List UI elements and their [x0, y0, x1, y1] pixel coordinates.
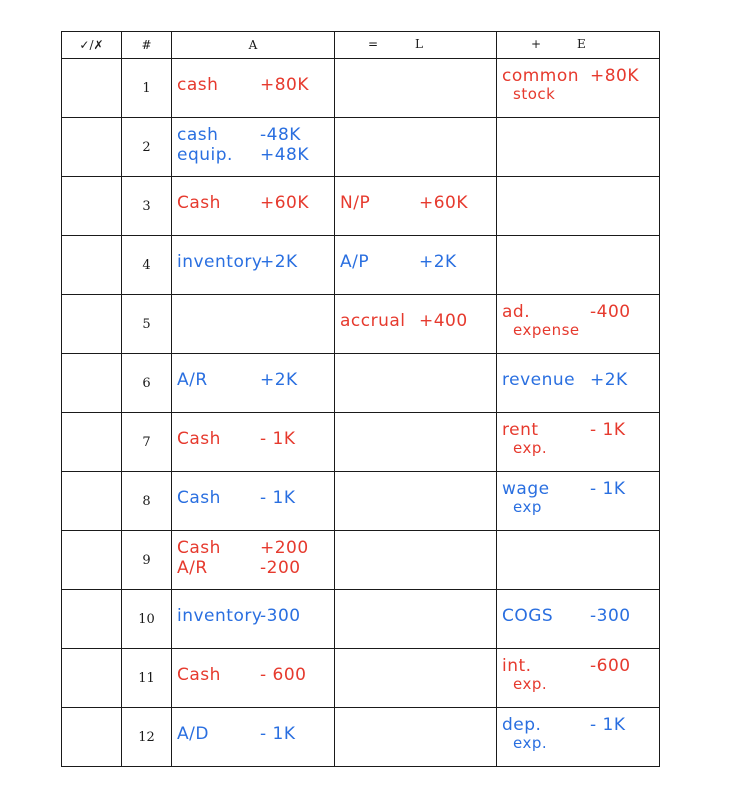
row-number: 8 — [122, 472, 172, 531]
assets-cell — [172, 59, 335, 118]
entry-account: Cash — [177, 488, 221, 508]
entry-amount: - 1K — [260, 724, 296, 744]
entry-amount: +2K — [260, 252, 298, 272]
table-row — [62, 649, 660, 708]
equity-cell — [497, 118, 660, 177]
check-cell — [62, 708, 122, 767]
entry-account: A/R — [177, 370, 208, 390]
equity-cell — [497, 531, 660, 590]
check-cell — [62, 236, 122, 295]
assets-cell — [172, 354, 335, 413]
table-row — [62, 590, 660, 649]
check-cell — [62, 118, 122, 177]
check-cell — [62, 649, 122, 708]
entry-account: N/P — [340, 193, 371, 213]
table-row — [62, 413, 660, 472]
entry-account: accrual — [340, 311, 406, 331]
equity-cell — [497, 708, 660, 767]
check-cell — [62, 59, 122, 118]
liabilities-cell — [335, 531, 497, 590]
entry-account: inventory — [177, 606, 263, 626]
check-cell — [62, 177, 122, 236]
entry-amount: -200 — [260, 558, 301, 578]
entry-amount: - 600 — [260, 665, 307, 685]
entry-account: inventory — [177, 252, 263, 272]
entry-account: exp. — [513, 675, 548, 693]
check-column-header: ✓/✗ — [62, 32, 122, 59]
entry-amount: +400 — [419, 311, 468, 331]
table-row — [62, 531, 660, 590]
check-cell — [62, 590, 122, 649]
entry-account: exp — [513, 498, 542, 516]
header-row — [62, 32, 660, 59]
entry-amount: - 1K — [590, 420, 626, 440]
entry-account: COGS — [502, 606, 554, 626]
entry-account: A/P — [340, 252, 370, 272]
liabilities-cell — [335, 236, 497, 295]
entry-amount: +2K — [590, 370, 628, 390]
check-cell — [62, 472, 122, 531]
row-number: 6 — [122, 354, 172, 413]
row-number: 5 — [122, 295, 172, 354]
accounting-equation-table — [61, 31, 660, 767]
entry-account: A/D — [177, 724, 209, 744]
liabilities-cell — [335, 354, 497, 413]
entry-amount: -48K — [260, 125, 301, 145]
entry-amount: +200 — [260, 538, 309, 558]
table-row — [62, 236, 660, 295]
row-number: 4 — [122, 236, 172, 295]
assets-cell — [172, 177, 335, 236]
equity-cell — [497, 236, 660, 295]
entry-amount: +2K — [419, 252, 457, 272]
entry-amount: +80K — [260, 75, 310, 95]
liabilities-cell — [335, 472, 497, 531]
entry-account: Cash — [177, 665, 221, 685]
equity-column-header — [497, 32, 660, 59]
entry-account: cash — [177, 125, 219, 145]
equity-cell — [497, 59, 660, 118]
check-cell — [62, 413, 122, 472]
equity-cell — [497, 590, 660, 649]
entry-account: rent — [502, 420, 539, 440]
assets-cell — [172, 413, 335, 472]
assets-cell — [172, 118, 335, 177]
table-row — [62, 354, 660, 413]
equity-label: E — [577, 37, 586, 51]
entry-account: ad. — [502, 302, 531, 322]
entry-amount: - 1K — [260, 488, 296, 508]
table-row — [62, 59, 660, 118]
entry-account: expense — [513, 321, 580, 339]
table-row — [62, 295, 660, 354]
plus-sign: + — [531, 37, 542, 51]
check-cell — [62, 295, 122, 354]
entry-amount: - 1K — [260, 429, 296, 449]
assets-cell — [172, 590, 335, 649]
liabilities-column-header — [335, 32, 497, 59]
check-cell — [62, 354, 122, 413]
equity-cell — [497, 295, 660, 354]
entry-account: exp. — [513, 439, 548, 457]
assets-cell — [172, 531, 335, 590]
equity-cell — [497, 354, 660, 413]
equals-sign: = — [368, 37, 379, 51]
entry-account: cash — [177, 75, 219, 95]
liabilities-cell — [335, 708, 497, 767]
equity-cell — [497, 649, 660, 708]
entry-amount: -300 — [590, 606, 631, 626]
entry-amount: - 1K — [590, 479, 626, 499]
liabilities-cell — [335, 295, 497, 354]
equity-cell — [497, 413, 660, 472]
entry-account: Cash — [177, 193, 221, 213]
entry-amount: -400 — [590, 302, 631, 322]
row-number: 12 — [122, 708, 172, 767]
entry-account: equip. — [177, 145, 233, 165]
entry-account: common — [502, 66, 580, 86]
equity-cell — [497, 472, 660, 531]
entry-amount: +48K — [260, 145, 310, 165]
liabilities-cell — [335, 590, 497, 649]
row-number: 9 — [122, 531, 172, 590]
assets-cell — [172, 708, 335, 767]
row-number: 10 — [122, 590, 172, 649]
table-row — [62, 118, 660, 177]
entry-account: int. — [502, 656, 532, 676]
entry-amount: -600 — [590, 656, 631, 676]
assets-column-header: A — [172, 32, 335, 59]
entry-account: stock — [513, 85, 556, 103]
check-cell — [62, 531, 122, 590]
entry-account: revenue — [502, 370, 576, 390]
liabilities-cell — [335, 177, 497, 236]
assets-cell — [172, 295, 335, 354]
row-number: 2 — [122, 118, 172, 177]
liabilities-label: L — [415, 37, 423, 51]
table-row — [62, 177, 660, 236]
entry-account: A/R — [177, 558, 208, 578]
liabilities-cell — [335, 59, 497, 118]
entry-amount: +2K — [260, 370, 298, 390]
number-column-header: # — [122, 32, 172, 59]
entry-amount: - 1K — [590, 715, 626, 735]
entry-account: exp. — [513, 734, 548, 752]
row-number: 3 — [122, 177, 172, 236]
assets-cell — [172, 649, 335, 708]
table-row — [62, 708, 660, 767]
entry-account: Cash — [177, 538, 221, 558]
assets-cell — [172, 236, 335, 295]
table-row — [62, 472, 660, 531]
assets-cell — [172, 472, 335, 531]
row-number: 1 — [122, 59, 172, 118]
entry-account: Cash — [177, 429, 221, 449]
liabilities-cell — [335, 649, 497, 708]
entry-amount: +60K — [260, 193, 310, 213]
liabilities-cell — [335, 118, 497, 177]
entry-account: dep. — [502, 715, 542, 735]
entry-amount: -300 — [260, 606, 301, 626]
row-number: 7 — [122, 413, 172, 472]
entry-amount: +60K — [419, 193, 469, 213]
entry-amount: +80K — [590, 66, 640, 86]
liabilities-cell — [335, 413, 497, 472]
row-number: 11 — [122, 649, 172, 708]
equity-cell — [497, 177, 660, 236]
entry-account: wage — [502, 479, 550, 499]
